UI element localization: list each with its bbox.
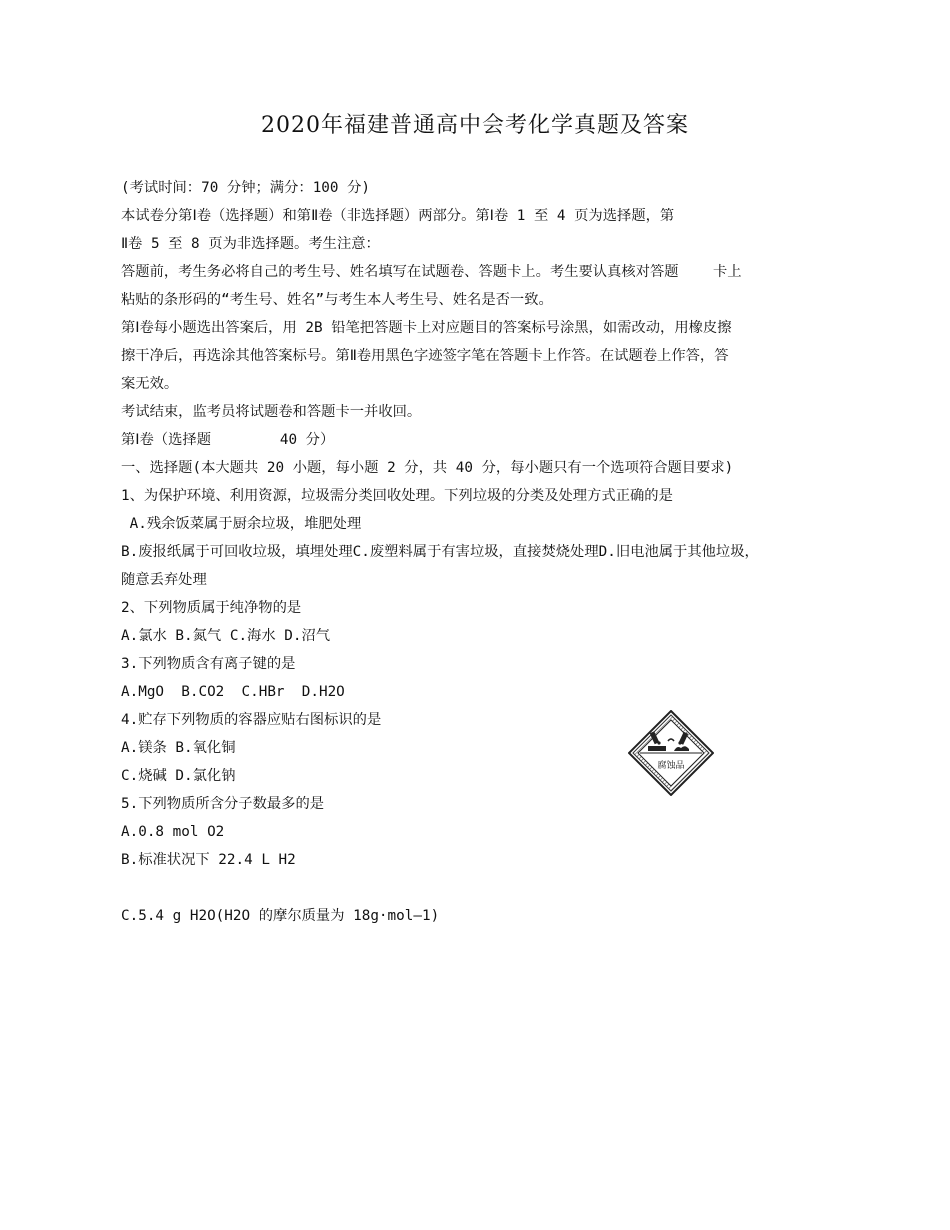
question-5-option-a: A.0.8 mol O2 xyxy=(121,824,225,840)
question-1-options-bcd: B.废报纸属于可回收垃圾，填埋处理C.废塑料属于有害垃圾，直接焚烧处理D.旧电池属于其他垃圾， xyxy=(121,544,759,560)
notice-line: 本试卷分第Ⅰ卷（选择题）和第Ⅱ卷（非选择题）两部分。第Ⅰ卷 1 至 4 页为选择题，第 xyxy=(121,208,675,224)
notice-line: 考试结束，监考员将试题卷和答题卡一并收回。 xyxy=(121,404,422,420)
section-title: 第Ⅰ卷（选择题 40 分） xyxy=(121,432,335,448)
question-3-stem: 3.下列物质含有离子键的是 xyxy=(121,656,296,672)
question-4-options-ab: A.镁条 B.氧化铜 xyxy=(121,740,236,756)
question-1-options-cont: 随意丢弃处理 xyxy=(121,572,207,588)
question-2-options: A.氯水 B.氮气 C.海水 D.沼气 xyxy=(121,628,331,644)
exam-info: (考试时间：70 分钟；满分：100 分) xyxy=(121,180,371,196)
page-title: 2020年福建普通高中会考化学真题及答案 xyxy=(261,113,689,138)
notice-line: 案无效。 xyxy=(121,376,179,392)
question-1-stem: 1、为保护环境、利用资源，垃圾需分类回收处理。下列垃圾的分类及处理方式正确的是 xyxy=(121,488,673,504)
question-4-stem: 4.贮存下列物质的容器应贴右图标识的是 xyxy=(121,712,382,728)
section-intro: 一、选择题(本大题共 20 小题，每小题 2 分，共 40 分，每小题只有一个选项符合题目要求) xyxy=(121,460,734,476)
question-2-stem: 2、下列物质属于纯净物的是 xyxy=(121,600,302,616)
notice-line: 粘贴的条形码的“考生号、姓名”与考生本人考生号、姓名是否一致。 xyxy=(121,292,553,308)
question-3-options: A.MgO B.CO2 C.HBr D.H2O xyxy=(121,684,345,700)
question-5-stem: 5.下列物质所含分子数最多的是 xyxy=(121,796,325,812)
notice-line: 擦干净后，再选涂其他答案标号。第Ⅱ卷用黑色字迹签字笔在答题卡上作答。在试题卷上作答，答 xyxy=(121,348,729,364)
question-1-option-a: A.残余饭菜属于厨余垃圾，堆肥处理 xyxy=(121,516,362,532)
hazard-sign-label: 腐蚀品 xyxy=(657,761,685,771)
corrosive-hazard-sign xyxy=(628,710,714,796)
question-5-option-c: C.5.4 g H2O(H2O 的摩尔质量为 18g·mol—1) xyxy=(121,908,440,924)
question-4-options-cd: C.烧碱 D.氯化钠 xyxy=(121,768,236,784)
notice-line: 第Ⅰ卷每小题选出答案后，用 2B 铅笔把答题卡上对应题目的答案标号涂黑，如需改动，用橡皮擦 xyxy=(121,320,732,336)
question-5-option-b: B.标准状况下 22.4 L H2 xyxy=(121,852,296,868)
notice-line: 答题前，考生务必将自己的考生号、姓名填写在试题卷、答题卡上。考生要认真核对答题 卡上 xyxy=(121,264,742,280)
notice-line: Ⅱ卷 5 至 8 页为非选择题。考生注意： xyxy=(121,236,380,252)
